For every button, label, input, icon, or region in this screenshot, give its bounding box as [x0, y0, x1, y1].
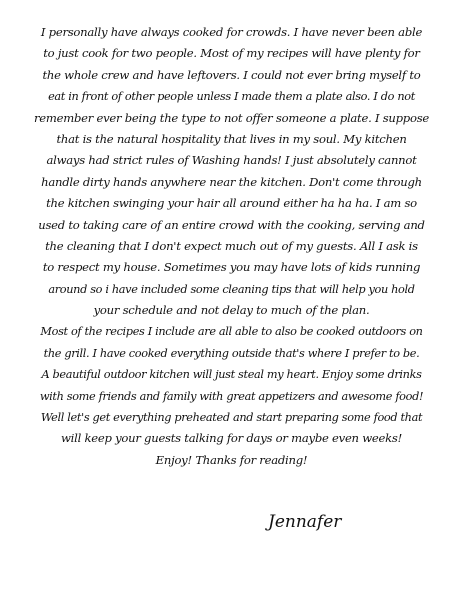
- letter-line: used to taking care of an entire crowd with the cooking, serving and: [38, 217, 425, 232]
- letter-line: the kitchen swinging your hair all around either ha ha ha. I am so: [46, 196, 417, 211]
- letter-line: around so i have included some cleaning tips that will help you hold: [48, 282, 415, 296]
- letter-line: to just cook for two people. Most of my recipes will have plenty for: [43, 46, 420, 61]
- letter-line: with some friends and family with great appetizers and awesome food!: [39, 389, 424, 403]
- letter-line: Enjoy! Thanks for reading!: [155, 452, 308, 467]
- letter-line: Well let's get everything preheated and start preparing some food that: [40, 411, 423, 425]
- letter-line: to respect my house. Sometimes you may have lots of kids running: [42, 260, 421, 275]
- letter-line: that is the natural hospitality that lives in my soul. My kitchen: [56, 131, 407, 146]
- letter-line: handle dirty hands anywhere near the kitchen. Don't come through: [41, 174, 422, 189]
- letter-line: A beautiful outdoor kitchen will just steal my heart. Enjoy some drinks: [41, 368, 422, 382]
- signature: Jennafer: [268, 512, 342, 532]
- letter-line: always had strict rules of Washing hands! I just absolutely cannot: [46, 153, 417, 168]
- letter-line: the grill. I have cooked everything outside that's where I prefer to be.: [43, 346, 420, 360]
- letter-line: the cleaning that I don't expect much out of my guests. All I ask is: [45, 238, 418, 253]
- letter-line: your schedule and not delay to much of the plan.: [93, 303, 370, 318]
- letter-body: [14, 22, 449, 471]
- letter-line: the whole crew and have leftovers. I could not ever bring myself to: [42, 67, 421, 82]
- letter-line: will keep your guests talking for days or maybe even weeks!: [61, 431, 402, 446]
- letter-line: I personally have always cooked for crowds. I have never been able: [40, 25, 423, 39]
- letter-line: Most of the recipes I include are all able to also be cooked outdoors on: [40, 325, 423, 339]
- letter-line: eat in front of other people unless I made them a plate also. I do not: [48, 90, 415, 104]
- letter-line: remember ever being the type to not offer someone a plate. I suppose: [33, 110, 430, 125]
